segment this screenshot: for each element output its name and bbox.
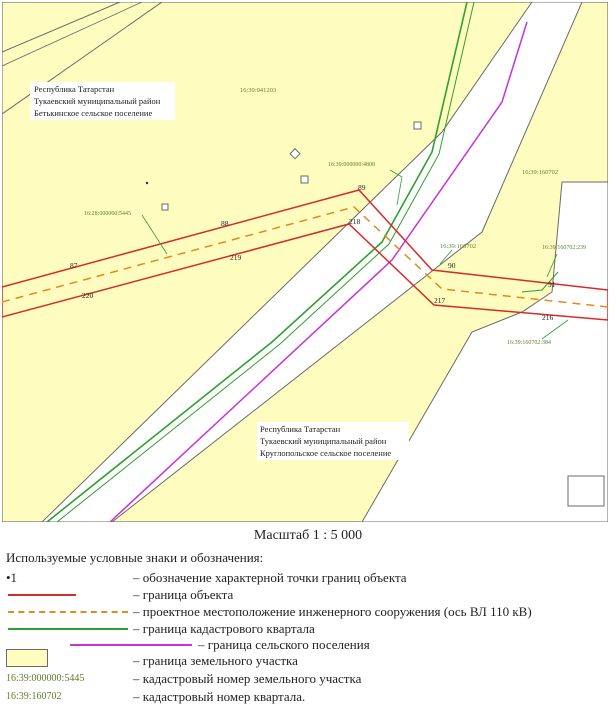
map-dot [146,182,148,184]
cadastral-map [2,2,608,522]
legend-red-line [8,594,76,596]
region-top-line3: Бетькинское сельское поселение [34,108,153,118]
legend-settlement-boundary-text: – граница сельского поселения [198,637,370,652]
point-label-91: 91 [548,280,556,289]
legend-magenta-line [70,644,192,646]
legend-green-line [8,628,128,630]
point-label-89: 89 [358,183,366,192]
legend-object-boundary-text: – граница объекта [133,587,234,602]
point-label-216: 216 [542,313,554,322]
cadastral-label-plot-239: 16:39:160702:239 [542,245,587,251]
legend-title: Используемые условные знаки и обозначения: [6,550,264,565]
legend-item-point [0,569,616,587]
region-bottom-line1: Республика Татарстан [260,424,341,434]
region-bottom-line3: Круглопольское сельское поселение [260,448,392,458]
point-label-87: 87 [70,261,78,270]
legend-yellow-box [6,649,48,667]
cadastral-label-quarter-941203: 16:39:941203 [240,87,277,94]
cadastral-label-quarter-160702-right: 16:39:160702 [522,169,559,176]
legend-point-symbol: •1 [6,570,18,585]
legend-quarter-number-text: – кадастровый номер квартала. [133,689,306,704]
legend-orange-dashed-line [8,611,128,613]
legend-item-plot-number [0,670,616,688]
region-top-line2: Тукаевский муниципальный район [34,96,161,106]
point-label-90: 90 [448,261,456,270]
land-plot-square-bottom-right [568,476,604,506]
legend-plot-number-text: – кадастровый номер земельного участка [133,671,362,686]
point-label-88: 88 [221,219,229,228]
legend-item-projected-line [0,603,616,621]
region-bottom-line2: Тукаевский муниципальный район [260,436,387,446]
legend-plot-number-code: 16:39:000000:5445 [6,673,85,684]
land-plot-small-1 [414,122,421,129]
cadastral-label-quarter-160702-mid: 16:39:160702 [440,243,477,250]
cadastral-label-plot-384: 16:39:160702:384 [507,340,552,346]
legend-quarter-boundary-text: – граница кадастрового квартала [133,621,315,636]
legend-land-plot-text: – граница земельного участка [133,653,298,668]
point-label-219: 219 [230,253,242,262]
legend-item-land-plot [0,652,616,670]
land-plot-small-4 [162,204,168,210]
land-plot-small-3 [301,176,308,183]
point-label-220: 220 [82,291,94,300]
legend-projected-line-text: – проектное местоположение инженерного сооружения (ось ВЛ 110 кВ) [133,604,532,619]
scale-label: Масштаб 1 : 5 000 [253,528,363,543]
cadastral-label-plot-5445: 16:28:000000:5445 [84,211,132,217]
region-top-line1: Республика Татарстан [34,84,115,94]
legend-item-quarter-number [0,688,616,706]
legend-quarter-number-code: 16:39:160702 [6,691,62,702]
point-label-217: 217 [434,296,446,305]
legend-item-object-boundary [0,586,616,604]
point-label-218: 218 [349,217,361,226]
legend-point-text: – обозначение характерной точки границ объекта [133,570,407,585]
cadastral-label-plot-4808: 16:39:000000:4808 [328,162,376,168]
